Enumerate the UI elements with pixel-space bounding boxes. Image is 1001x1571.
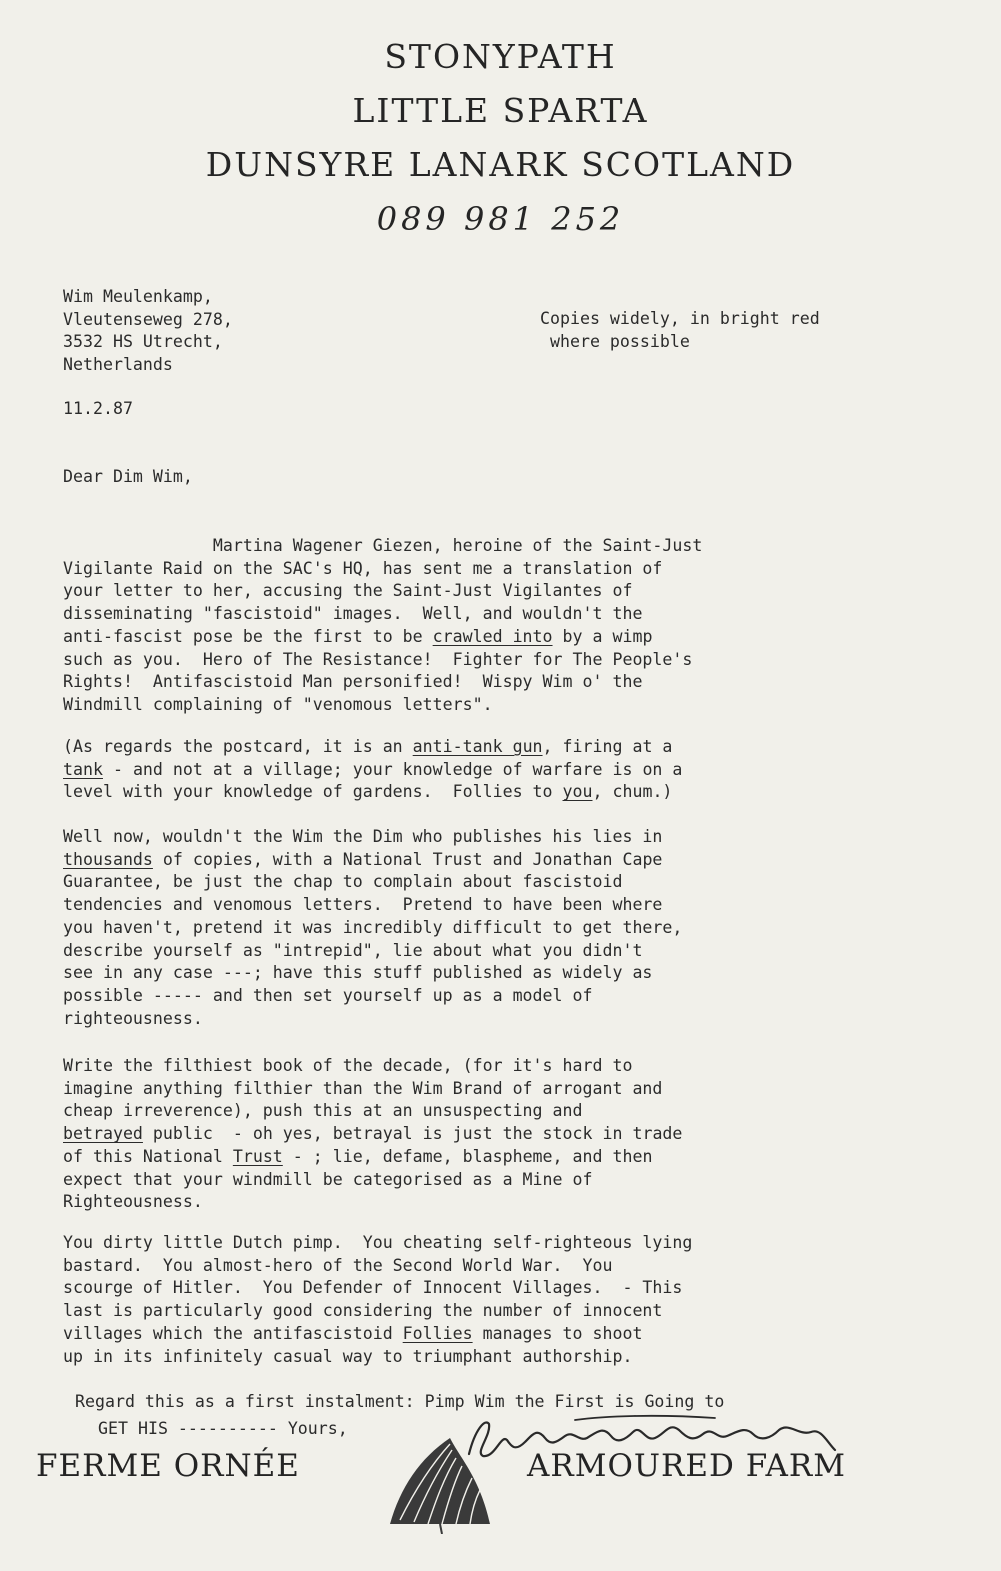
footer-ferme-ornee: FERME ORNÉE <box>36 1448 300 1484</box>
recipient-address <box>63 286 233 377</box>
paragraph-1-line: your letter to her, accusing the Saint-Just Vigilantes of <box>63 581 633 601</box>
closing-sign-off: GET HIS ---------- Yours, <box>98 1419 348 1438</box>
underlined-phrase: Follies <box>402 1323 473 1343</box>
recipient-name: Wim Meulenkamp, <box>63 287 213 306</box>
letterhead-location: DUNSYRE LANARK SCOTLAND <box>205 145 796 184</box>
paragraph-5-line: bastard. You almost-hero of the Second World War. You <box>63 1255 613 1275</box>
paragraph-3-line: Guarantee, be just the chap to complain about fascistoid <box>63 872 623 892</box>
copies-note-line-2: where possible <box>540 331 690 351</box>
underlined-phrase: anti-tank gun <box>412 737 543 756</box>
paragraph-1-line: such as you. Hero of The Resistance! Fighter for The People's <box>63 649 693 669</box>
closing-line: Regard this as a first instalment: Pimp Wim the First is Going to <box>75 1392 725 1411</box>
feather-emblem-icon <box>380 1428 500 1534</box>
underlined-phrase: crawled into <box>432 626 553 646</box>
paragraph-2-line: (As regards the postcard, it is an <box>63 737 413 756</box>
letter-date: 11.2.87 <box>63 399 133 418</box>
paragraph-4-line: expect that your windmill be categorised as a Mine of <box>63 1169 593 1189</box>
letterhead-estate-name: LITTLE SPARTA <box>352 91 649 130</box>
recipient-city: 3532 HS Utrecht, <box>63 332 223 352</box>
paragraph-4-line: - ; lie, defame, blaspheme, and then <box>282 1146 653 1166</box>
paragraph-3-line: see in any case ---; have this stuff published as widely as <box>63 963 653 983</box>
paragraph-5-line: last is particularly good considering the number of innocent <box>63 1301 663 1321</box>
paragraph-3-line: Well now, wouldn't the Wim the Dim who publishes his lies in <box>63 827 663 846</box>
underlined-phrase: tank <box>63 759 103 779</box>
letterhead-house-name: STONYPATH <box>384 37 617 76</box>
copies-note <box>540 308 820 353</box>
paragraph-5-line: villages which the antifascistoid <box>63 1323 403 1343</box>
paragraph-3-line: you haven't, pretend it was incredibly difficult to get there, <box>63 917 683 937</box>
paragraph-4-line: Righteousness. <box>63 1192 203 1212</box>
paragraph-5 <box>63 1232 692 1368</box>
paragraph-2-line: - and not at a village; your knowledge of warfare is on a <box>102 759 683 779</box>
paragraph-5-line: manages to shoot <box>472 1323 643 1343</box>
letterhead-phone: 089 981 252 <box>376 200 625 238</box>
paragraph-3 <box>63 826 682 1030</box>
recipient-street: Vleutenseweg 278, <box>63 309 233 329</box>
paragraph-2-line: , chum.) <box>592 782 673 802</box>
underlined-phrase: thousands <box>63 849 153 869</box>
paragraph-3-line: of copies, with a National Trust and Jonathan Cape <box>152 849 663 869</box>
paragraph-1-line: Windmill complaining of "venomous letters". <box>63 694 493 714</box>
paragraph-5-line: scourge of Hitler. You Defender of Innocent Villages. - This <box>63 1278 683 1298</box>
paragraph-3-line: tendencies and venomous letters. Pretend to have been where <box>63 895 663 915</box>
paragraph-5-line: up in its infinitely casual way to triumphant authorship. <box>63 1346 633 1366</box>
paragraph-4-line: imagine anything filthier than the Wim Brand of arrogant and <box>63 1078 663 1098</box>
paragraph-2-line: , firing at a <box>542 737 673 756</box>
paragraph-2-line: level with your knowledge of gardens. Follies to <box>63 782 563 802</box>
salutation: Dear Dim Wim, <box>63 467 193 486</box>
underlined-phrase: Trust <box>232 1146 283 1166</box>
paragraph-4-line: cheap irreverence), push this at an unsuspecting and <box>63 1101 583 1121</box>
paragraph-1-line: by a wimp <box>552 626 653 646</box>
paragraph-1-line: anti-fascist pose be the first to be <box>63 626 433 646</box>
paragraph-3-line: describe yourself as "intrepid", lie about what you didn't <box>63 940 643 960</box>
paragraph-1-line: disseminating "fascistoid" images. Well, and wouldn't the <box>63 604 643 624</box>
footer-armoured-farm: ARMOURED FARM <box>527 1448 846 1484</box>
paragraph-1-line: Martina Wagener Giezen, heroine of the Saint-Just <box>63 536 703 555</box>
paragraph-4 <box>63 1055 682 1214</box>
paragraph-5-line: You dirty little Dutch pimp. You cheating self-righteous lying <box>63 1233 693 1252</box>
paragraph-3-line: righteousness. <box>63 1008 203 1028</box>
underlined-phrase: you <box>562 782 593 802</box>
letterhead <box>0 30 1001 246</box>
paragraph-3-line: possible ----- and then set yourself up as a model of <box>63 985 593 1005</box>
paragraph-4-line: public - oh yes, betrayal is just the stock in trade <box>142 1124 683 1144</box>
paragraph-4-line: of this National <box>63 1146 233 1166</box>
paragraph-2 <box>63 736 682 804</box>
recipient-country: Netherlands <box>63 355 173 375</box>
paragraph-1-line: Rights! Antifascistoid Man personified! Wispy Wim o' the <box>63 672 643 692</box>
paragraph-1 <box>63 535 702 717</box>
paragraph-1-line: Vigilante Raid on the SAC's HQ, has sent me a translation of <box>63 558 663 578</box>
copies-note-line-1: Copies widely, in bright red <box>540 309 820 328</box>
underlined-phrase: betrayed <box>63 1124 143 1144</box>
paragraph-4-line: Write the filthiest book of the decade, (for it's hard to <box>63 1056 633 1075</box>
